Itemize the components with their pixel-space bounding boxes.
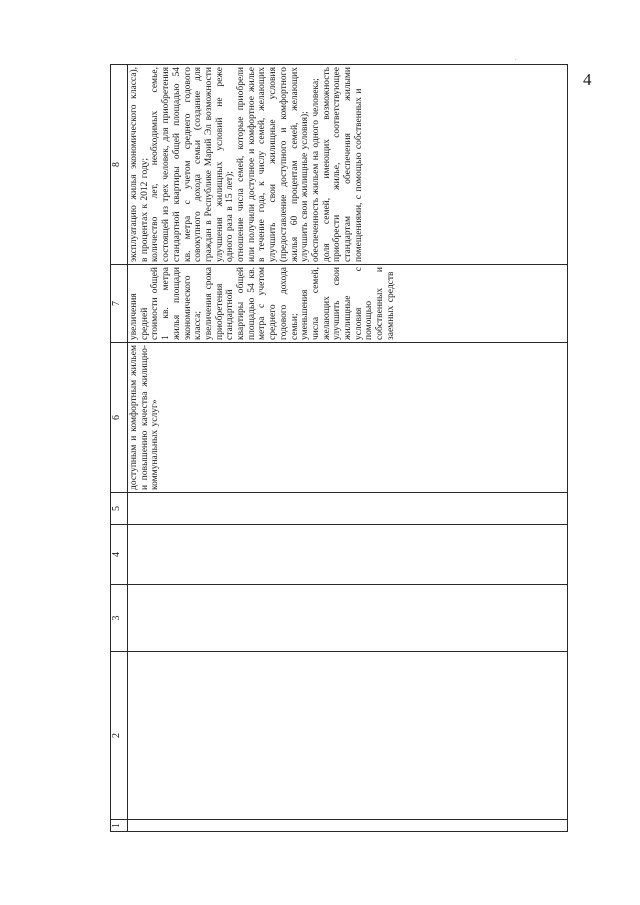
cell-targets-text: эксплуатацию жилья экономического класса), в процентах к 2012 году; количество лет, необходимых семье, состоящей из трех человек, для приобретения стандартной квартиры общей площадью 54 кв. метра с учетом среднего годового совокупного дохода семьи (создание для граждан в Республике Марий Эл возможности улучшения жилищных условий не реже одного раза в 15 лет); отношение числа семей, которые приобрели или получили доступное и комфортное жилье в течение года, к числу семей, желающих улучшить свои жилищные условия (предоставление доступного и комфортного жилья 60 процентам семей, желающих улучшить свои жилищные условия); обеспеченность жильем на одного человека; доля семей, имеющих возможность приобрести жилье, соответствующее стандартам обеспечения жилыми помещениями, с помощью собственных и: [128, 65, 568, 265]
header-col-2: 2: [111, 652, 128, 820]
program-table: [110, 64, 568, 832]
table-header-row: [111, 65, 128, 832]
header-col-6: 6: [111, 343, 128, 493]
header-col-5: 5: [111, 493, 128, 525]
cell-col-1: [128, 820, 568, 832]
cell-indicators-text: увеличения средней стоимости общей 1 кв. метра жилья площади экономического класса; увеличения срока приобретения стандартной квартиры общей площадью 54 кв. метра с учетом среднего годового дохода семьи; уменьшения числа семей, желающих улучшить свои жилищные условия с помощью собственных и заемных средств: [128, 265, 568, 343]
header-col-8: 8: [111, 65, 128, 265]
header-col-3: 3: [111, 585, 128, 652]
scan-speck: ·: [514, 55, 518, 66]
header-col-7: 7: [111, 265, 128, 343]
table-row: [128, 65, 568, 832]
cell-col-5: [128, 493, 568, 525]
cell-goal-text: доступным и комфортным жильем и повышению качества жилищно-коммунальных услуг»: [128, 343, 568, 493]
cell-col-2: [128, 652, 568, 820]
header-col-1: 1: [111, 820, 128, 832]
cell-col-4: [128, 525, 568, 585]
page-number: 4: [583, 70, 592, 89]
header-col-4: 4: [111, 525, 128, 585]
cell-col-3: [128, 585, 568, 652]
rotated-table-page: [110, 64, 565, 832]
